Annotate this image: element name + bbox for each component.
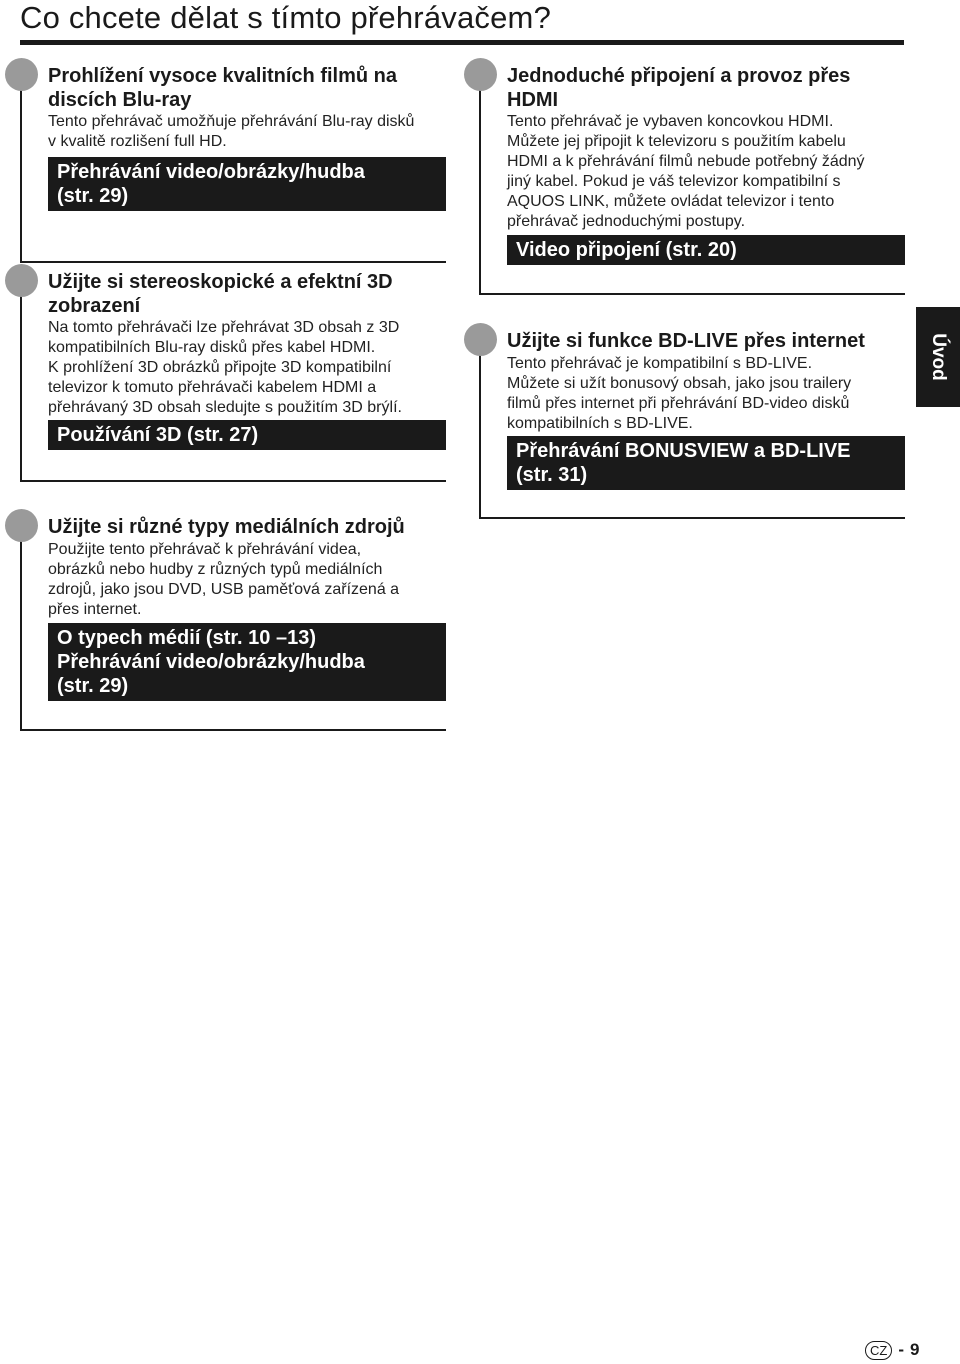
bullet-circle — [464, 323, 497, 356]
page-footer — [865, 1338, 919, 1362]
language-badge: CZ — [865, 1341, 892, 1360]
section-heading: Užijte si funkce BD-LIVE přes internet — [507, 330, 865, 352]
ref-link-bdlive[interactable]: Přehrávání BONUSVIEW a BD-LIVE (str. 31) — [507, 436, 905, 490]
section-body: Tento přehrávač umožňuje přehrávání Blu-ray disků v kvalitě rozlišení full HD. — [48, 113, 415, 150]
ref-link-playback[interactable]: Přehrávání video/obrázky/hudba (str. 29) — [48, 157, 446, 211]
footer-separator: - — [898, 1340, 905, 1359]
section-body: Použijte tento přehrávač k přehrávání videa, obrázků nebo hudby z různých typů mediálních zdrojů, jako jsou DVD, USB paměťová zařízená a přes internet. — [48, 541, 400, 618]
title-rule — [20, 40, 904, 45]
section-media-sources — [20, 515, 446, 731]
section-bdlive — [479, 329, 905, 519]
bullet-circle — [5, 509, 38, 542]
section-heading: Užijte si stereoskopické a efektní 3D zobrazení — [48, 271, 393, 317]
ref-link-3d[interactable]: Používání 3D (str. 27) — [48, 420, 446, 450]
section-body: Na tomto přehrávači lze přehrávat 3D obsah z 3D kompatibilních Blu-ray disků přes kabel HDMI. K prohlížení 3D obrázků připojte 3D kompatibilní televizor k tomuto přehrávači kabelem HDMI a přehrávaný 3D obsah sledujte s použitím 3D brýlí. — [48, 319, 402, 416]
section-3d — [20, 270, 446, 482]
side-tab-label: Úvod — [928, 333, 949, 381]
section-heading: Jednoduché připojení a provoz přes HDMI — [507, 65, 851, 111]
bullet-circle — [5, 58, 38, 91]
section-hdmi — [479, 64, 905, 295]
section-body: Tento přehrávač je vybaven koncovkou HDMI. Můžete jej připojit k televizoru s použitím kabelu HDMI a k přehrávání filmů nebude potřebný žádný jiný kabel. Pokud je váš televizor kompatibilní s AQUOS LINK, můžete ovládat televizor i tento přehrávač jednoduchými postupy. — [507, 113, 865, 230]
section-heading: Užijte si různé typy mediálních zdrojů — [48, 516, 405, 538]
section-body: Tento přehrávač je kompatibilní s BD-LIVE. Můžete si užít bonusový obsah, jako jsou trailery filmů přes internet při přehrávání BD-video disků kompatibilních s BD-LIVE. — [507, 355, 852, 432]
ref-link-media[interactable]: O typech médií (str. 10 –13) Přehrávání video/obrázky/hudba (str. 29) — [48, 623, 446, 701]
section-heading: Prohlížení vysoce kvalitních filmů na discích Blu-ray — [48, 65, 397, 111]
page-number: 9 — [910, 1340, 920, 1359]
bullet-circle — [5, 264, 38, 297]
ref-link-video-connection[interactable]: Video připojení (str. 20) — [507, 235, 905, 265]
bullet-circle — [464, 58, 497, 91]
page-title: Co chcete dělat s tímto přehrávačem? — [20, 0, 552, 35]
side-tab-intro[interactable] — [916, 307, 960, 407]
section-bluray — [20, 64, 446, 263]
